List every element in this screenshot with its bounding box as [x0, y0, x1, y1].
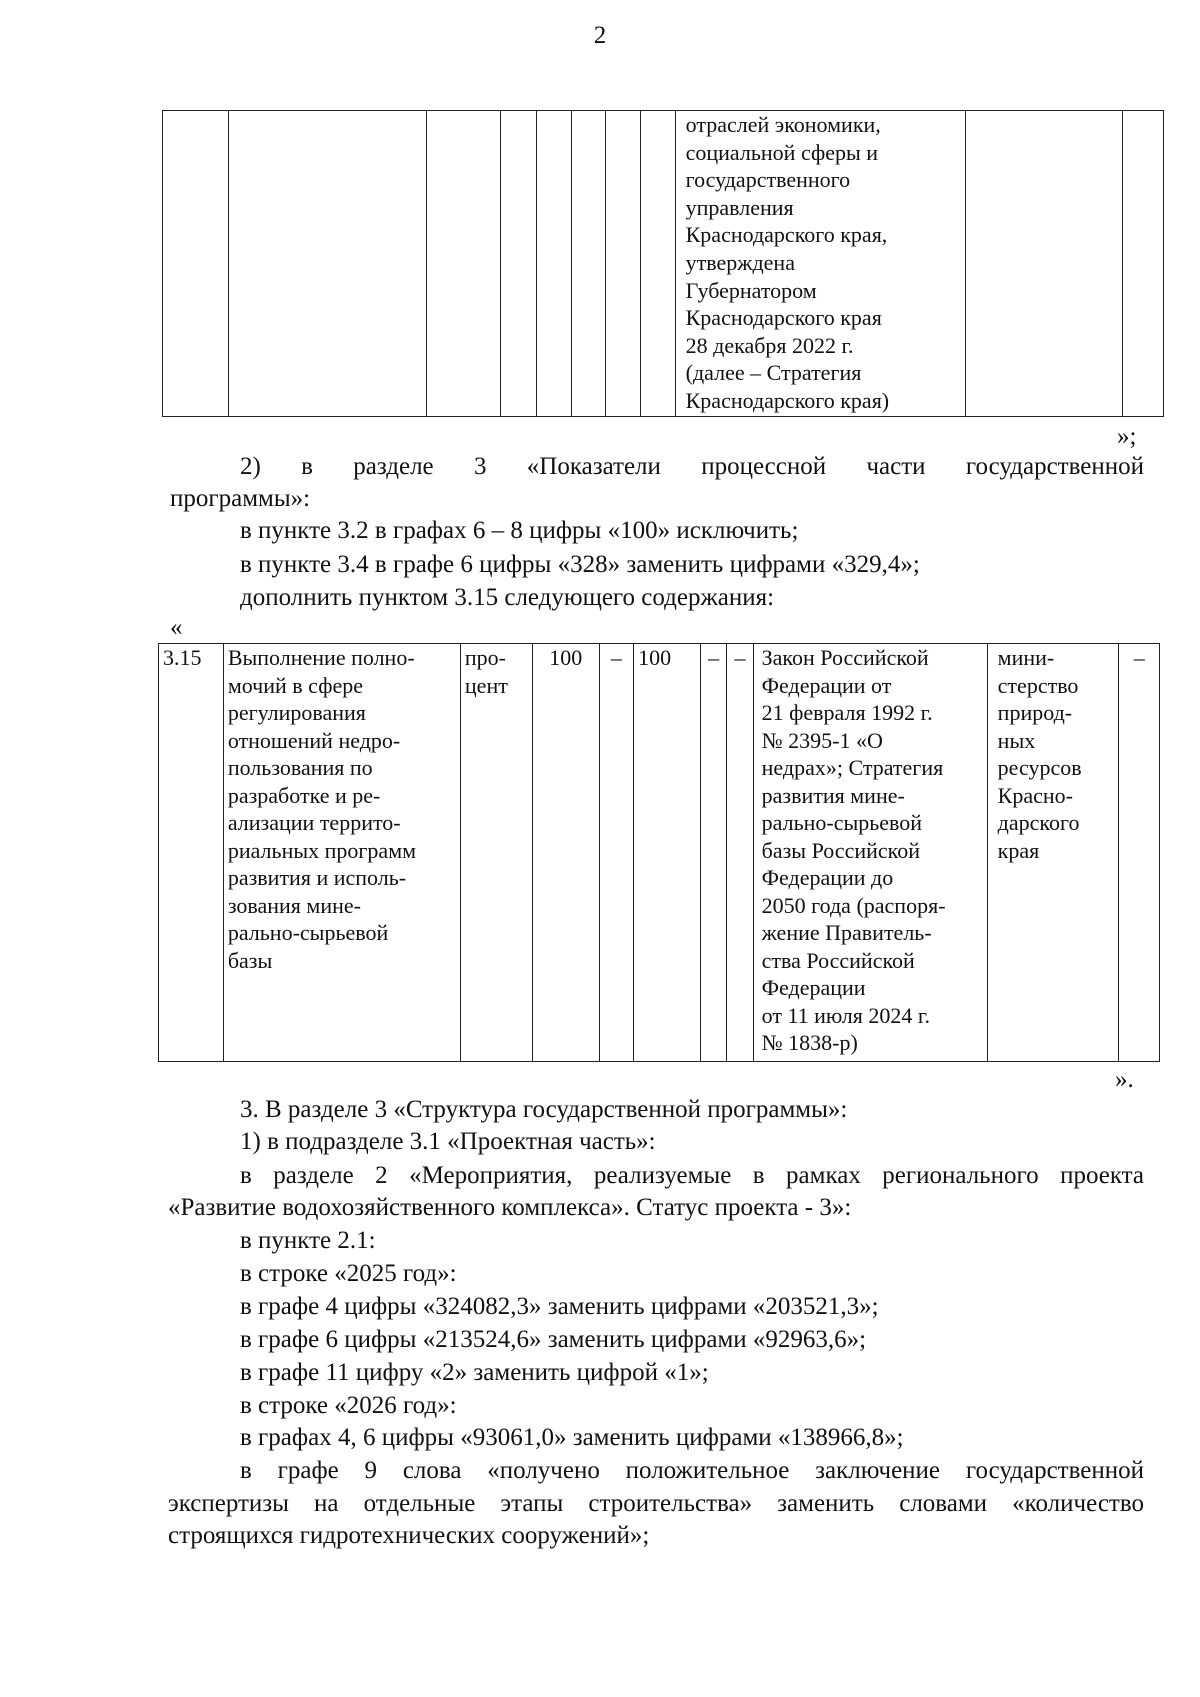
- closing-quote-2: ».: [1115, 1066, 1134, 1093]
- section3-col9-end: строящихся гидротехнических сооружений»;: [168, 1522, 650, 1549]
- last-column: –: [1119, 644, 1160, 1062]
- strategy-cell: отраслей экономики, социальной сферы и государственного управления Краснодарского края, утверждена Губернатором Краснодарского края 28 декабря 2022 г. (далее – Стратегия Краснодарского края): [675, 111, 965, 417]
- unit: про- цент: [460, 644, 532, 1062]
- closing-quote-1: »;: [1117, 423, 1137, 450]
- section3-col4: в графе 4 цифры «324082,3» заменить цифрами «203521,3»;: [240, 1293, 879, 1320]
- row-number: 3.15: [159, 644, 224, 1062]
- section2-item-3: дополнить пунктом 3.15 следующего содержания:: [240, 584, 775, 611]
- section3-col9-cont: экспертизы на отдельные этапы строительства» заменить словами «количество: [168, 1490, 1144, 1517]
- value-5: –: [727, 644, 753, 1062]
- section2-item-2: в пункте 3.4 в графе 6 цифры «328» заменить цифрами «329,4»;: [240, 551, 920, 578]
- section3-row-2025: в строке «2025 год»:: [240, 1260, 457, 1287]
- page-number: 2: [593, 22, 607, 49]
- value-1: 100: [532, 644, 599, 1062]
- section3-cols-4-6: в графах 4, 6 цифры «93061,0» заменить цифрами «138966,8»;: [240, 1424, 904, 1451]
- section3-title: 3. В разделе 3 «Структура государственной программы»:: [240, 1096, 848, 1123]
- value-3: 100: [634, 644, 701, 1062]
- section3-para-1: в разделе 2 «Мероприятия, реализуемые в рамках регионального проекта: [240, 1162, 1144, 1189]
- table-row-3-15: [158, 643, 1160, 1062]
- section3-col9: в графе 9 слова «получено положительное заключение государственной: [240, 1457, 1144, 1484]
- section3-sub: 1) в подразделе 3.1 «Проектная часть»:: [240, 1128, 656, 1155]
- indicator-name: Выполнение полно- мочий в сфере регулирования отношений недро- пользования по разработке и ре- ализации террито- риальных программ развития и исполь- зования мине- рально-сырьевой базы: [223, 644, 460, 1062]
- legal-basis: Закон Российской Федерации от 21 февраля 1992 г. № 2395-1 «О недрах»; Стратегия развития мине- рально-сырьевой базы Российской Федерации до 2050 года (распоря- жение Правитель- ства Российской Федерации от 11 июля 2024 г. № 1838-р): [753, 644, 987, 1062]
- table-continuation: [162, 110, 1164, 417]
- opening-quote: «: [170, 614, 183, 641]
- responsible: мини- стерство природ- ных ресурсов Красно- дарского края: [987, 644, 1119, 1062]
- section2-item-1: в пункте 3.2 в графах 6 – 8 цифры «100» исключить;: [240, 517, 799, 544]
- section3-col6: в графе 6 цифры «213524,6» заменить цифрами «92963,6»;: [240, 1326, 867, 1353]
- section2-intro-cont: программы»:: [170, 485, 311, 512]
- value-4: –: [700, 644, 726, 1062]
- section3-row-2026: в строке «2026 год»:: [240, 1392, 457, 1419]
- section3-item-point: в пункте 2.1:: [240, 1227, 376, 1254]
- section3-col11: в графе 11 цифру «2» заменить цифрой «1»;: [240, 1359, 709, 1386]
- value-2: –: [599, 644, 633, 1062]
- section3-para-1-cont: «Развитие водохозяйственного комплекса». Статус проекта - 3»:: [168, 1194, 852, 1221]
- section2-intro: 2) в разделе 3 «Показатели процессной части государственной: [240, 453, 1144, 480]
